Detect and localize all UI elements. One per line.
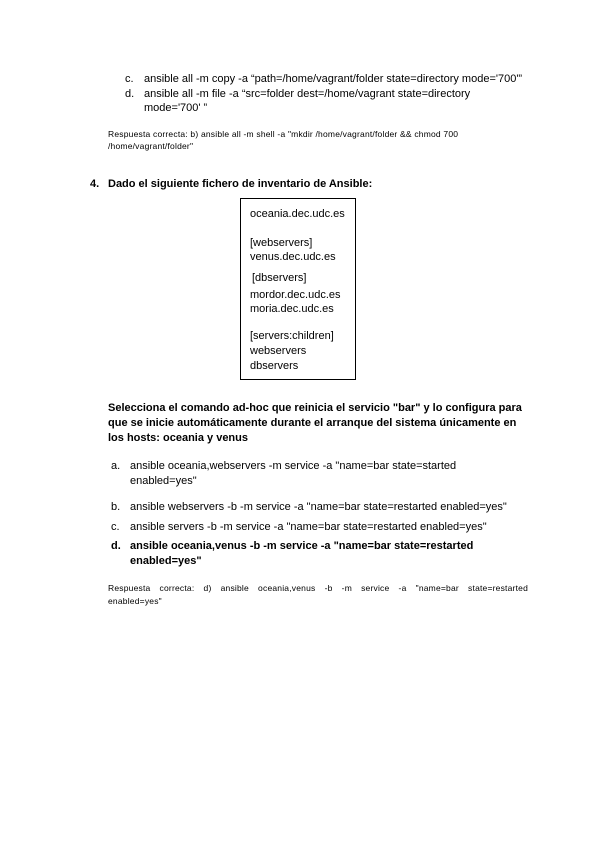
option-letter: c. (111, 521, 120, 533)
option-text: ansible servers -b -m service -a "name=bar state=restarted enabled=yes" (130, 521, 487, 533)
answer-prev-line1: Respuesta correcta: b) ansible all -m shell -a "mkdir /home/vagrant/folder && chmod 700 (108, 129, 459, 139)
answer-line1: Respuesta correcta: d) ansible oceania,venus -b -m service -a "name=bar state=restarted (108, 583, 528, 593)
answer-prev-line2: /home/vagrant/folder" (108, 141, 194, 151)
inventory-line: venus.dec.udc.es (250, 251, 336, 263)
inventory-line: dbservers (250, 360, 299, 372)
option-letter: d. (111, 540, 121, 552)
option-c (111, 520, 531, 534)
answer-line2: enabled=yes" (108, 596, 162, 606)
inventory-group-header: [dbservers] (252, 272, 307, 284)
option-letter: b. (111, 501, 121, 513)
option-text-cont: mode='700' ” (144, 102, 208, 114)
option-c-prev (125, 72, 545, 86)
option-letter: c. (125, 73, 134, 85)
option-text: ansible all -m copy -a “path=/home/vagrant/folder state=directory mode='700'” (144, 73, 523, 85)
inventory-line: mordor.dec.udc.es (250, 289, 341, 301)
question-title: Dado el siguiente fichero de inventario de Ansible: (108, 178, 373, 190)
option-letter: a. (111, 460, 121, 472)
option-text-cont: enabled=yes" (130, 555, 202, 567)
option-text-cont: enabled=yes" (130, 475, 197, 487)
statement-line2: que se inicie automáticamente durante el arranque del sistema únicamente en (108, 417, 517, 429)
statement-line1: Selecciona el comando ad-hoc que reinicia el servicio "bar" y lo configura para (108, 402, 522, 414)
question-number: 4. (90, 178, 100, 190)
option-letter: d. (125, 88, 135, 100)
option-text: ansible webservers -b -m service -a "name=bar state=restarted enabled=yes" (130, 501, 507, 513)
inventory-group-header: [webservers] (250, 237, 313, 249)
inventory-group-header: [servers:children] (250, 330, 334, 342)
statement-line3: los hosts: oceania y venus (108, 432, 248, 444)
option-a (111, 459, 531, 487)
inventory-line: oceania.dec.udc.es (250, 208, 345, 220)
option-d-prev (125, 87, 545, 115)
option-text: ansible oceania,webservers -m service -a "name=bar state=started (130, 460, 457, 472)
option-text: ansible oceania,venus -b -m service -a "name=bar state=restarted (130, 540, 474, 552)
option-text: ansible all -m file -a “src=folder dest=/home/vagrant state=directory (144, 88, 471, 100)
inventory-line: webservers (250, 345, 307, 357)
inventory-line: moria.dec.udc.es (250, 303, 334, 315)
option-b (111, 500, 531, 514)
inventory-box (240, 198, 356, 380)
option-d-correct (111, 539, 531, 569)
